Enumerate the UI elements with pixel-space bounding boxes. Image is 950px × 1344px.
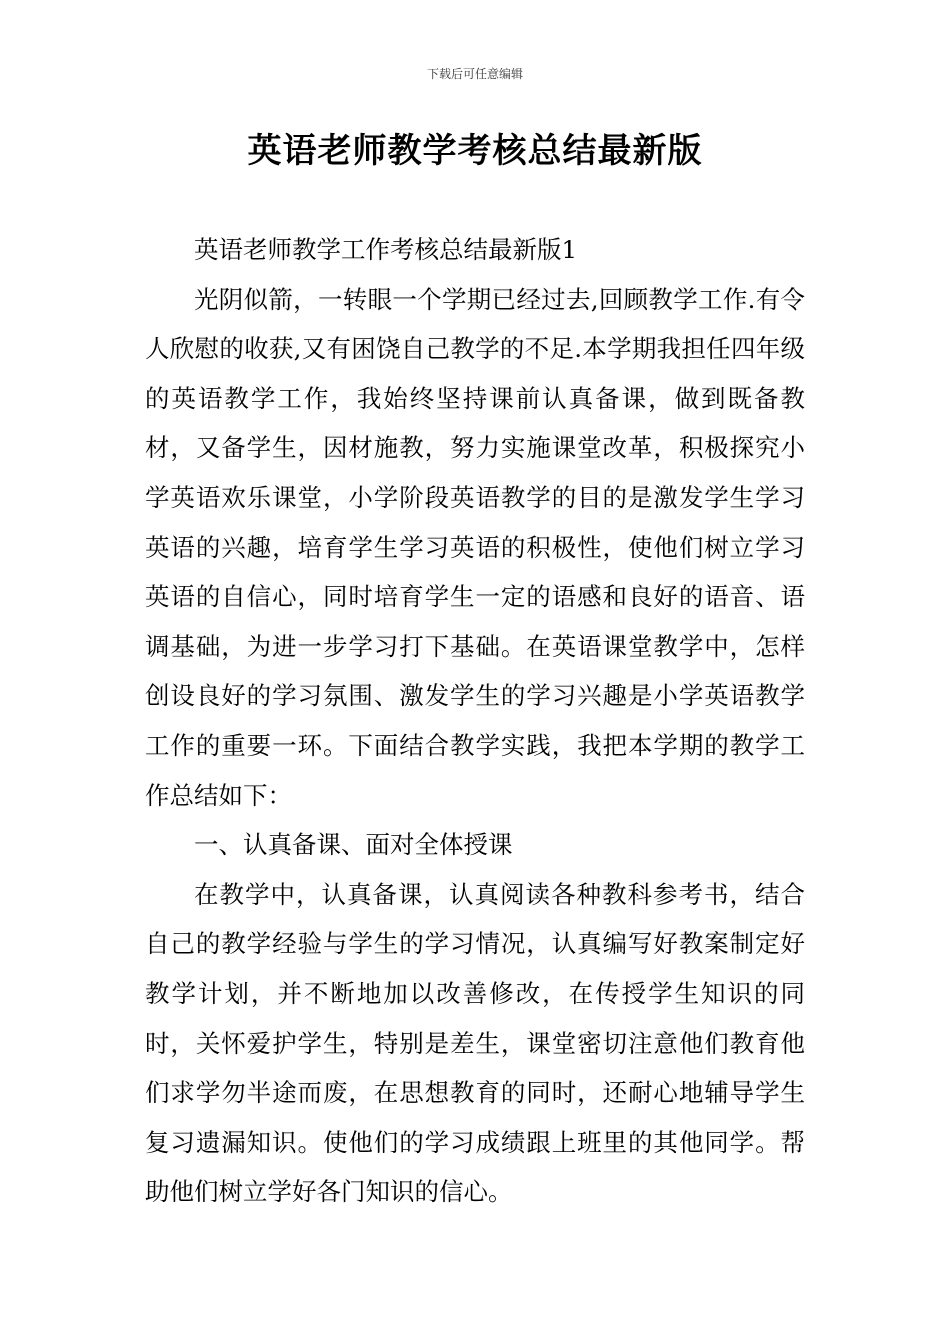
document-title: 英语老师教学考核总结最新版 xyxy=(247,131,703,171)
body-paragraph: 在教学中，认真备课，认真阅读各种教科参考书，结合自己的教学经验与学生的学习情况，认真编写好教案制定好教学计划，并不断地加以改善修改，在传授学生知识的同时，关怀爱护学生，特别是差生，课堂密切注意他们教育他们求学勿半途而废，在思想教育的同时，还耐心地辅导学生复习遗漏知识。使他们的学习成绩跟上班里的其他同学。帮助他们树立学好各门知识的信心。 xyxy=(145,879,805,1207)
section-heading: 英语老师教学工作考核总结最新版1 xyxy=(194,235,578,264)
body-paragraph: 光阴似箭，一转眼一个学期已经过去,回顾教学工作.有令人欣慰的收获,又有困饶自己教学的不足.本学期我担任四年级的英语教学工作，我始终坚持课前认真备课，做到既备教材，又备学生，因材施教，努力实施课堂改革，积极探究小学英语欢乐课堂，小学阶段英语教学的目的是激发学生学习英语的兴趣，培育学生学习英语的积极性，使他们树立学习英语的自信心，同时培育学生一定的语感和良好的语音、语调基础，为进一步学习打下基础。在英语课堂教学中，怎样创设良好的学习氛围、激发学生的学习兴趣是小学英语教学工作的重要一环。下面结合教学实践，我把本学期的教学工作总结如下： xyxy=(145,284,805,810)
document-body xyxy=(145,225,805,1217)
header-note: 下载后可任意编辑 xyxy=(426,67,523,81)
subsection-heading: 一、认真备课、面对全体授课 xyxy=(194,830,513,860)
